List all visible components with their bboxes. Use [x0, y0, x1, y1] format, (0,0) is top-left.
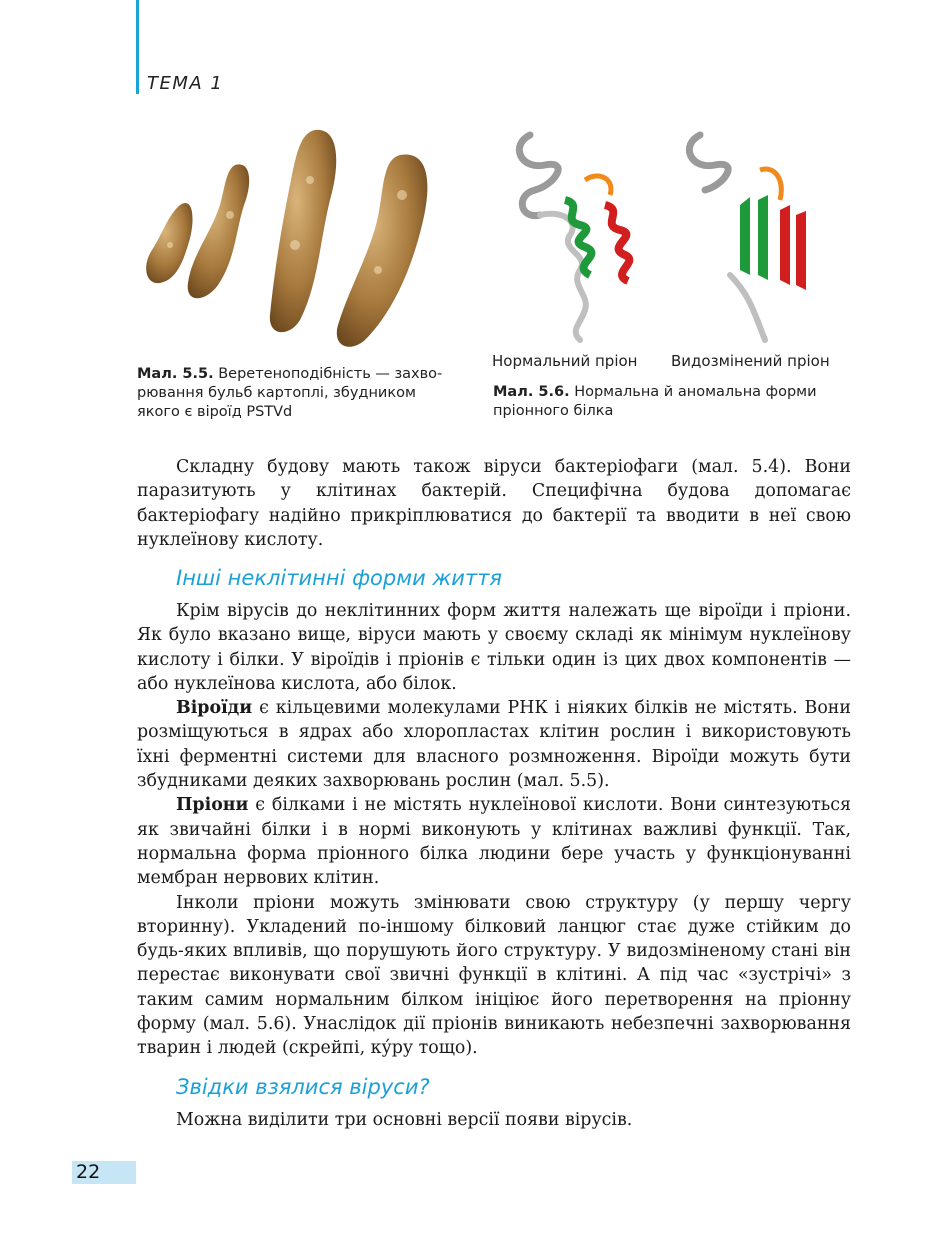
- figure-5-6-label: Мал. 5.6.: [493, 384, 570, 400]
- potato-tubers-image: [140, 125, 460, 355]
- paragraph-versions: Можна виділити три основні версії появи вірусів.: [176, 1110, 633, 1130]
- paragraph-prions: Пріони є білками і не містять нуклеїнової кислоти. Вони синтезуються як звичайні білки і в нормі виконують у клітинах важливі функції. Так, нормальна форма пріонного білка людини бере участь у функціонуванні мембран нервових клітин.: [137, 795, 851, 889]
- modified-prion-label: Видозмінений пріон: [671, 352, 830, 370]
- potato-tuber-2: [188, 164, 249, 298]
- modified-prion-image: [670, 125, 820, 345]
- figure-5-5-caption-line3: якого є віроїд PSTVd: [137, 404, 293, 420]
- paragraph-viroids: Віроїди є кільцевими молекулами РНК і ніяких білків не містять. Вони розміщуються в ядрах або хлоропластах клітин рослин і використовують їхні ферментні системи для власного розмноження. Віроїди можуть бути збудниками деяких захворювань рослин (мал. 5.5).: [137, 698, 851, 792]
- figure-5-6-caption: [493, 383, 853, 421]
- potato-tuber-3: [270, 130, 336, 332]
- topic-label: ТЕМА 1: [147, 73, 224, 94]
- paragraph-intro: Крім вірусів до неклітинних форм життя належать ще віроїди і пріони. Як було вказано вище, віруси мають у своєму складі як мінімум нуклеїнову кислоту і білки. У віроїдів і пріонів є тільки один із цих двох компонентів — або нуклеїнова кислота, або білок.: [137, 601, 851, 694]
- figure-5-5-caption-line2: рювання бульб картоплі, збудником: [137, 385, 416, 401]
- red-helix: [605, 205, 629, 281]
- potato-tuber-4: [337, 155, 428, 347]
- page-number: 22: [72, 1161, 136, 1184]
- header-accent-bar: [136, 0, 139, 94]
- normal-prion-image: [500, 125, 650, 345]
- heading-virus-origin: Звідки взялися віруси?: [176, 1075, 430, 1099]
- paragraph-bacteriophages: Складну будову мають також віруси бактеріофаги (мал. 5.4). Вони паразитують у клітинах бактерій. Специфічна будова допомагає бактеріофагу надійно прикріплюватися до бактерії та вводити в неї свою нуклеїнову кислоту.: [137, 457, 851, 550]
- figure-5-5-caption: [137, 365, 457, 422]
- figure-5-5-caption-line1: Веретеноподібність — захво-: [213, 366, 443, 382]
- main-text-block: [137, 599, 851, 1061]
- beta-sheets: [740, 195, 806, 290]
- paragraph-prion-structure: Інколи пріони можуть змінювати свою структуру (у першу чергу вторинну). Укладений по-іншому білковий ланцюг стає дуже стійким до будь-яких впливів, що порушують його структуру. У видозміненому стані він перестає виконувати свої звичні функції в клітині. А під час «зустрічі» з таким самим нормальним білком ініціює його перетворення на пріонну форму (мал. 5.6). Унаслідок дії пріонів виникають небезпечні захворювання тварин і людей (скрейпі, ку́ру тощо).: [137, 892, 851, 1059]
- figure-5-5-label: Мал. 5.5.: [137, 366, 214, 382]
- figure-5-6-caption-line2: пріонного білка: [493, 403, 614, 419]
- heading-other-noncellular-forms: Інші неклітинні форми життя: [176, 566, 503, 590]
- normal-prion-label: Нормальний пріон: [492, 352, 638, 370]
- figure-5-6-caption-line1: Нормальна й аномальна форми: [569, 384, 817, 400]
